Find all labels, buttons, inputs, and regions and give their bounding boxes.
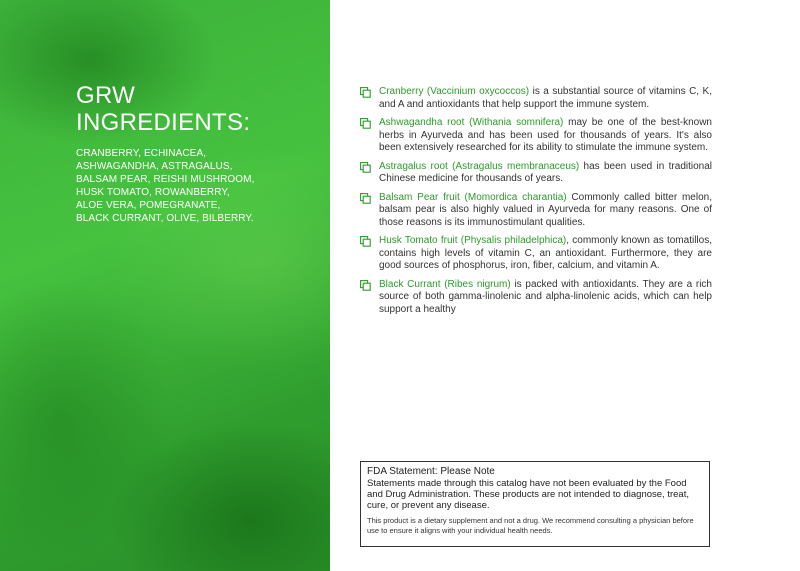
copy-icon	[360, 193, 371, 204]
ingredient-description: may be one of the best-known herbs in Ayurveda and has been used for thousands of years. It's also been extensively researched for its ability to stimulate the immune system.	[379, 117, 712, 153]
ingredient-description: Commonly called bitter melon, balsam pear is also highly valued in Ayurveda for many reasons. One of those reasons is its immunostimulant qualities.	[379, 191, 712, 228]
ingredient-summary-line: CRANBERRY, ECHINACEA,	[76, 148, 207, 159]
ingredient-description: , commonly known as tomatillos, contains high levels of vitamin C, an antioxidant. Furthermore, they are good sources of phosphorus, iron, fiber, calcium, and vitamin A.	[379, 235, 712, 271]
ingredient-name: Cranberry (Vaccinium oxycoccos)	[379, 86, 530, 97]
ingredient-name: Balsam Pear fruit (Momordica charantia)	[379, 191, 567, 203]
ingredient-description: has been used in traditional Chinese medicine for thousands of years.	[379, 160, 713, 184]
fda-supplement-note: This product is a dietary supplement and not a drug. We recommend consulting a physician before use to ensure it aligns with your individual health needs.	[367, 516, 694, 535]
copy-icon	[360, 236, 371, 247]
page-title	[76, 82, 250, 136]
ingredient-name: Ashwagandha root (Withania somnifera)	[379, 117, 564, 128]
ingredient-item	[360, 161, 712, 186]
ingredient-description: is packed with antioxidants. They are a rich source of both gamma-linolenic and alpha-linolenic acids, which can help support a healthy	[379, 278, 712, 315]
ingredient-name: Black Currant (Ribes nigrum)	[379, 278, 511, 290]
ingredient-item	[360, 279, 712, 317]
ingredient-description: is a substantial source of vitamins C, K, and A and antioxidants that help support the immune system.	[379, 86, 712, 110]
ingredient-summary-line: HUSK TOMATO, ROWANBERRY,	[76, 187, 230, 198]
ingredient-name: Husk Tomato fruit (Physalis philadelphica)	[379, 235, 567, 246]
copy-icon	[360, 162, 371, 173]
copy-icon	[360, 87, 371, 98]
ingredient-item	[360, 117, 712, 155]
page-title-line-1: GRW	[76, 82, 136, 109]
ingredient-summary-line: ALOE VERA, POMEGRANATE,	[76, 200, 221, 211]
ingredient-summary-list	[76, 147, 316, 225]
left-green-panel	[0, 0, 330, 571]
ingredient-summary-line: BALSAM PEAR, REISHI MUSHROOM,	[76, 174, 255, 185]
ingredient-item	[360, 192, 712, 230]
copy-icon	[360, 118, 371, 129]
copy-icon	[360, 280, 371, 291]
page-title-line-2: INGREDIENTS:	[76, 109, 251, 136]
ingredient-item	[360, 235, 712, 273]
ingredient-summary-line: BLACK CURRANT, OLIVE, BILBERRY.	[76, 213, 254, 224]
fda-statement-text: Statements made through this catalog have not been evaluated by the Food and Drug Administration. These products are not intended to diagnose, treat, cure, or prevent any disease.	[367, 478, 689, 511]
ingredient-item	[360, 86, 712, 111]
fda-statement-box	[360, 461, 710, 547]
ingredient-name: Astragalus root (Astragalus membranaceus)	[379, 160, 580, 172]
fda-title: FDA Statement: Please Note	[367, 466, 495, 477]
ingredient-details	[360, 86, 712, 322]
ingredient-summary-line: ASHWAGANDHA, ASTRAGALUS,	[76, 161, 233, 172]
